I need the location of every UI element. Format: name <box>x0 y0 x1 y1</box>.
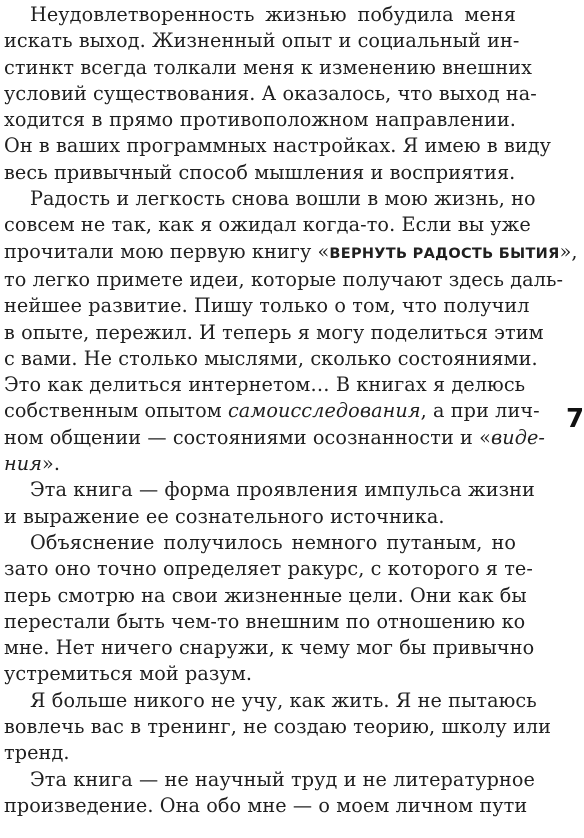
text-fragment: ». <box>42 452 61 476</box>
text-line: вовлечь вас в тренинг, не создаю теорию, школу или <box>4 715 552 739</box>
text-line: Я больше никого не учу, как жить. Я не пытаюсь <box>30 688 537 712</box>
text-line: стинкт всегда толкали меня к изменению внешних <box>4 55 533 79</box>
text-line: совсем не так, как я ожидал когда-то. Если вы уже <box>4 213 531 237</box>
text-line: и выражение ее сознательного источника. <box>4 504 445 528</box>
italic-term: самоисследования <box>227 399 421 423</box>
italic-term: виде- <box>490 425 546 449</box>
text-line: в опыте, пережил. И теперь я могу поделиться этим <box>4 320 544 344</box>
text-line <box>4 451 516 477</box>
text-fragment: », <box>559 239 578 263</box>
text-line: Эта книга — не научный труд и не литературное <box>30 767 535 791</box>
text-line: весь привычный способ мышления и восприятия. <box>4 160 516 184</box>
text-line <box>4 239 578 267</box>
text-line: Эта книга — форма проявления импульса жизни <box>30 478 535 502</box>
text-fragment: прочитали мою первую книгу « <box>4 239 330 263</box>
text-line: тренд. <box>4 741 70 765</box>
text-line: перестали быть чем-то внешним по отношению ко <box>4 609 526 633</box>
text-line: то легко примете идеи, которые получают здесь даль- <box>4 267 564 291</box>
text-line: условий существования. А оказалось, что выход на- <box>4 81 537 105</box>
text-fragment: ном общении — состояниями осознанности и « <box>4 425 491 449</box>
text-line: зато оно точно определяет ракурс, с которого я те- <box>4 557 533 581</box>
text-line: перь смотрю на свои жизненные цели. Они как бы <box>4 583 527 607</box>
text-fragment: , а при лич- <box>420 399 540 423</box>
text-line: ходится в прямо противоположном направлении. <box>4 108 516 132</box>
text-line: Это как делиться интернетом… В книгах я делюсь <box>4 373 526 397</box>
text-fragment: собственным опытом <box>4 399 228 423</box>
text-line: искать выход. Жизненный опыт и социальный ин- <box>4 29 520 53</box>
text-line <box>4 425 546 451</box>
book-title-reference: ВЕРНУТЬ РАДОСТЬ БЫТИЯ <box>329 245 560 262</box>
page-number: 7 <box>566 404 584 434</box>
text-line: устремиться мой разум. <box>4 662 253 686</box>
text-line: Радость и легкость снова вошли в мою жизнь, но <box>30 187 536 211</box>
text-line: Объяснение получилось немного путаным, но <box>30 530 516 554</box>
text-line: произведение. Она обо мне — о моем личном пути <box>4 793 528 817</box>
text-line: Он в ваших программных настройках. Я имею в виду <box>4 134 552 158</box>
text-line: Неудовлетворенность жизнью побудила меня <box>30 3 516 26</box>
text-line: нейшее развитие. Пишу только о том, что получил <box>4 294 530 318</box>
italic-term: ния <box>4 452 43 476</box>
text-line <box>4 398 540 424</box>
body-text <box>4 2 578 819</box>
text-line: мне. Нет ничего снаружи, к чему мог бы привычно <box>4 636 535 660</box>
text-line: с вами. Не столько мыслями, сколько состояниями. <box>4 346 538 370</box>
